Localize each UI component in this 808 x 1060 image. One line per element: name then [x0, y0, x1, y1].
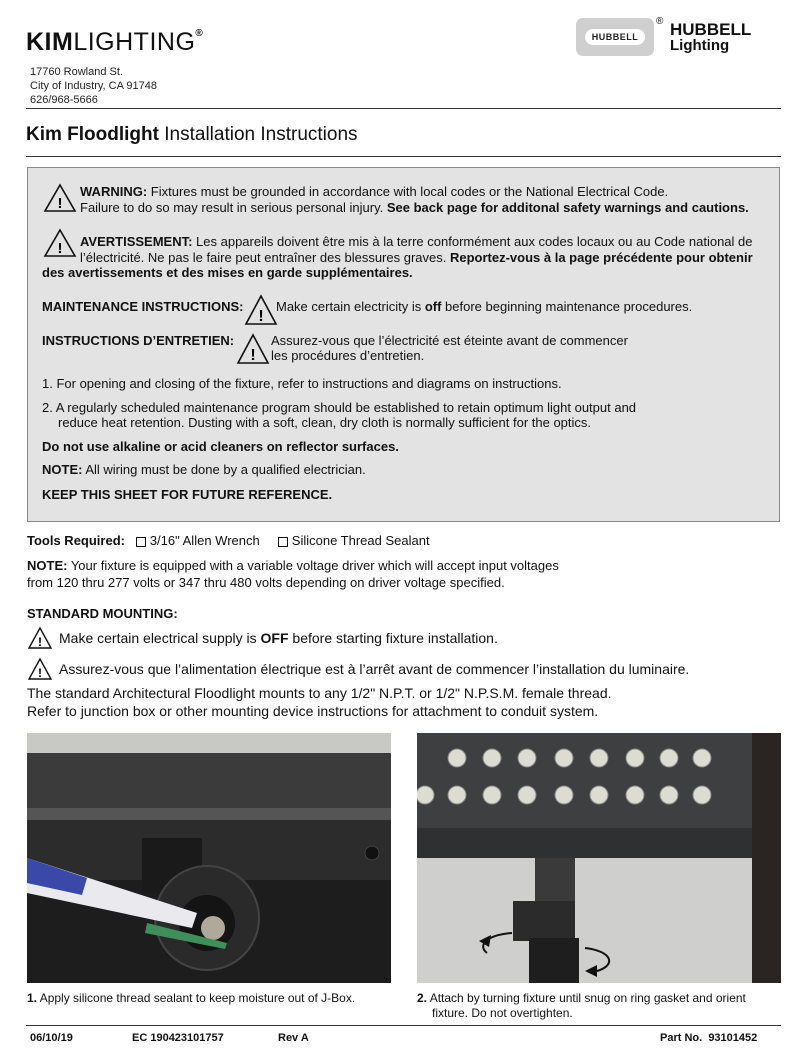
- no-cleaners-warning: Do not use alkaline or acid cleaners on reflector surfaces.: [42, 439, 399, 454]
- hubbell-badge-logo: HUBBELL: [576, 18, 654, 56]
- wiring-note: NOTE: All wiring must be done by a qualified electrician.: [42, 462, 366, 477]
- hubbell-reg-mark: ®: [656, 16, 664, 27]
- keep-sheet-notice: KEEP THIS SHEET FOR FUTURE REFERENCE.: [42, 487, 333, 502]
- maintenance-text: Make certain electricity is off before beginning maintenance procedures.: [276, 299, 693, 314]
- footer-date: 06/10/19: [30, 1032, 73, 1044]
- maintenance-label: MAINTENANCE INSTRUCTIONS:: [42, 299, 244, 314]
- maintenance-item-1: 1. For opening and closing of the fixture, refer to instructions and diagrams on instructions.: [42, 376, 562, 391]
- maintenance-item-2-line2: reduce heat retention. Dusting with a soft, clean, dry cloth is normally sufficient for the optics.: [58, 415, 592, 430]
- entretien-line1: Assurez-vous que l’électricité est éteinte avant de commencer: [271, 333, 628, 348]
- warning-en-line2: Failure to do so may result in serious personal injury. See back page for additonal safety warnings and cautions.: [80, 200, 749, 215]
- mounting-heading: STANDARD MOUNTING:: [27, 606, 178, 621]
- svg-text:!: !: [57, 195, 63, 212]
- svg-text:!: !: [258, 308, 264, 325]
- warning-icon: [43, 228, 77, 258]
- svg-text:!: !: [57, 240, 63, 257]
- checkbox-icon: [136, 537, 146, 547]
- mounting-desc-line2: Refer to junction box or other mounting device instructions for attachment to conduit system.: [27, 703, 599, 719]
- caption-step-2-line2: fixture. Do not overtighten.: [432, 1006, 573, 1020]
- warning-icon: [43, 183, 77, 213]
- caution-icon: [27, 626, 53, 650]
- entretien-label: INSTRUCTIONS D’ENTRETIEN:: [42, 333, 235, 348]
- caption-step-2-line1: 2. Attach by turning fixture until snug on ring gasket and orient: [417, 991, 746, 1005]
- tools-required: Tools Required: 3/16" Allen Wrench Silicone Thread Sealant: [27, 533, 430, 548]
- kim-lighting-logo: KIMLIGHTING®: [26, 28, 204, 56]
- driver-note-line2: from 120 thru 277 volts or 347 thru 480 volts depending on driver voltage specified.: [27, 575, 505, 590]
- caption-step-1: 1. Apply silicone thread sealant to keep moisture out of J-Box.: [27, 991, 356, 1005]
- entretien-line2: les procédures d’entretien.: [271, 348, 425, 363]
- caution-fr: Assurez-vous que l’alimentation électrique est à l’arrêt avant de commencer l’installation du luminaire.: [59, 661, 690, 677]
- photo-thread-sealant-illustration: [27, 733, 391, 983]
- svg-text:!: !: [38, 666, 42, 680]
- caution-en: Make certain electrical supply is OFF before starting fixture installation.: [59, 630, 498, 646]
- photo-attach-fixture-illustration: [417, 733, 781, 983]
- mounting-desc-line1: The standard Architectural Floodlight mounts to any 1/2" N.P.T. or 1/2" N.P.S.M. female thread.: [27, 685, 612, 701]
- driver-note-line1: NOTE: Your fixture is equipped with a variable voltage driver which will accept input voltages: [27, 558, 559, 573]
- footer-divider: [26, 1025, 781, 1026]
- warning-fr-line3: des avertissements et des mises en garde supplémentaires.: [42, 265, 413, 280]
- page-title: Kim Floodlight Installation Instructions: [26, 124, 358, 145]
- caution-icon: [27, 657, 53, 681]
- footer-rev: Rev A: [278, 1032, 309, 1044]
- warning-icon: [244, 294, 278, 326]
- warning-fr-line2: l’électricité. Ne pas le faire peut entraîner des blessures graves. Reportez-vous à la page précédente pour obtenir: [80, 250, 753, 265]
- warning-en-line1: WARNING: Fixtures must be grounded in accordance with local codes or the National Electrical Code.: [80, 184, 669, 199]
- title-divider: [26, 156, 781, 157]
- svg-text:!: !: [38, 635, 42, 649]
- footer-ec: EC 190423101757: [132, 1032, 224, 1044]
- photo-attach-fixture: [417, 733, 781, 983]
- maintenance-item-2-line1: 2. A regularly scheduled maintenance program should be established to retain optimum light output and: [42, 400, 637, 415]
- header-divider: [26, 108, 781, 109]
- warning-icon: [236, 333, 270, 365]
- hubbell-lighting-logo: HUBBELL Lighting: [670, 20, 752, 54]
- checkbox-icon: [278, 537, 288, 547]
- warning-fr-line1: AVERTISSEMENT: Les appareils doivent être mis à la terre conformément aux codes locaux ou au Code national de: [80, 234, 753, 249]
- photo-thread-sealant: [27, 733, 391, 983]
- svg-text:!: !: [250, 347, 256, 364]
- footer-part-number: Part No. 93101452: [660, 1032, 758, 1044]
- company-address: 17760 Rowland St. City of Industry, CA 91748 626/968-5666: [30, 66, 157, 106]
